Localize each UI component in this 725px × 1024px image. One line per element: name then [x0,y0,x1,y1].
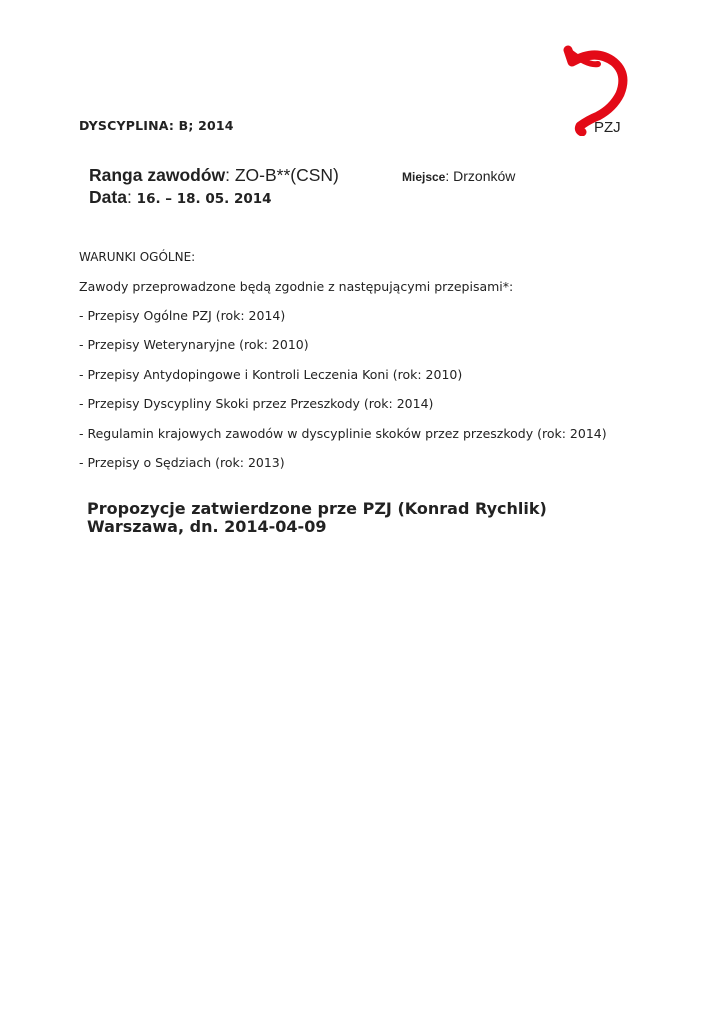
list-item: - Przepisy Ogólne PZJ (rok: 2014) [79,308,286,323]
list-item: - Przepisy Antydopingowe i Kontroli Leczenia Koni (rok: 2010) [79,366,463,382]
date-label: Data [89,187,127,207]
pzj-logo-icon [558,44,636,136]
date-value: 16. – 18. 05. 2014 [136,191,272,207]
pzj-logo [558,44,636,136]
place-line: Miejsce: Drzonków [402,168,516,184]
general-conditions-heading: WARUNKI OGÓLNE: [79,250,196,264]
discipline-header: DYSCYPLINA: B; 2014 [79,118,234,133]
list-item: - Przepisy Weterynaryjne (rok: 2010) [79,337,309,353]
approval-block [87,500,547,536]
list-item: - Regulamin krajowych zawodów w dyscyplinie skoków przez przeszkody (rok: 2014) [79,425,607,441]
date-line: Data: 16. – 18. 05. 2014 [89,187,272,207]
place-value: Drzonków [453,168,516,184]
rank-label: Ranga zawodów [89,165,226,185]
place-label: Miejsce [402,170,446,184]
approval-line: Propozycje zatwierdzone prze PZJ (Konrad Rychlik) [87,499,547,518]
approval-date-line: Warszawa, dn. 2014-04-09 [87,517,327,536]
list-item: - Przepisy o Sędziach (rok: 2013) [79,454,285,470]
pzj-logo-text: PZJ [594,119,621,136]
general-conditions-intro: Zawody przeprowadzone będą zgodnie z następującymi przepisami*: [79,279,514,294]
rules-list [79,308,607,484]
list-item: - Przepisy Dyscypliny Skoki przez Przeszkody (rok: 2014) [79,396,434,412]
rank-line: Ranga zawodów: ZO-B**(CSN) [89,165,339,185]
rank-value: ZO-B**(CSN) [234,165,339,185]
